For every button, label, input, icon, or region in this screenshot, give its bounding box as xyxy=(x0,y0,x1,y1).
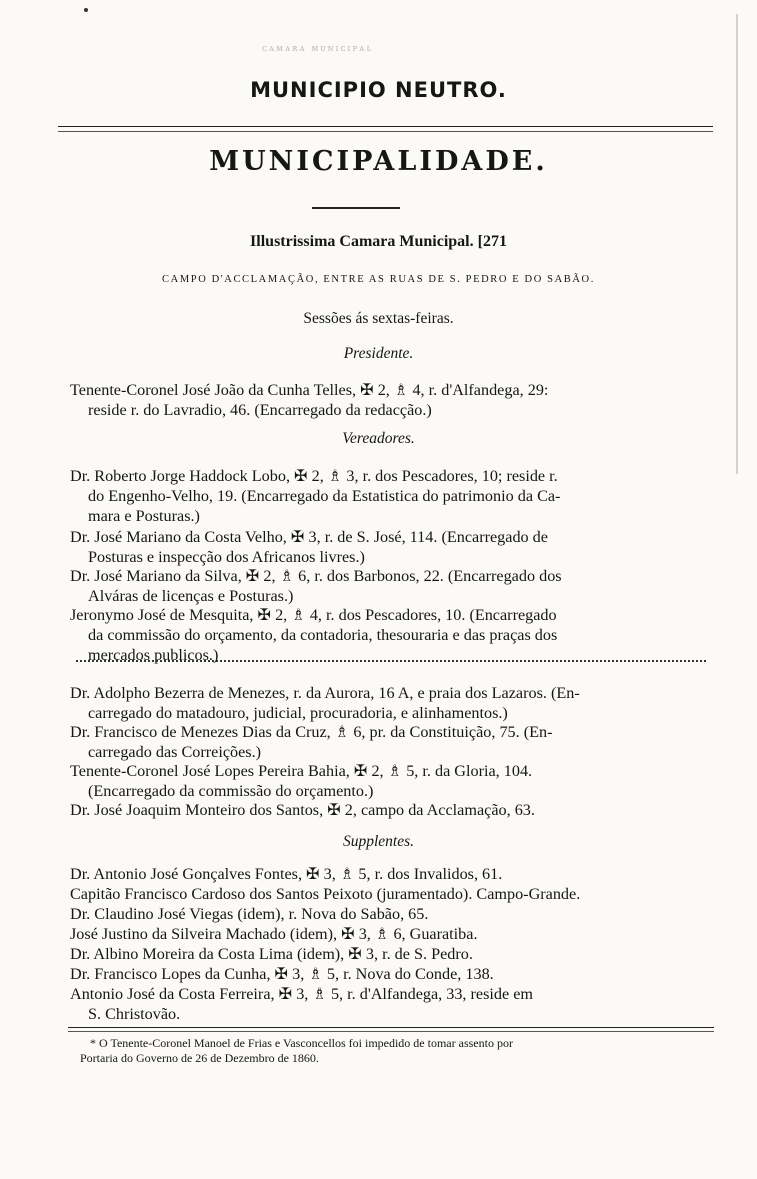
entry-line: Dr. Adolpho Bezerra de Menezes, r. da Aurora, 16 A, e praia dos Lazaros. (En- xyxy=(70,684,580,702)
title-divider xyxy=(58,126,713,132)
entry-line: Dr. Roberto Jorge Haddock Lobo, ✠ 2, ♗ 3, r. dos Pescadores, 10; reside r. xyxy=(70,467,558,485)
supplentes-heading: Supplentes. xyxy=(342,833,415,850)
supplente-entry xyxy=(70,964,710,984)
institution-heading: Illustrissima Camara Municipal. [271 xyxy=(250,233,507,250)
entry-line: Dr. Claudino José Viegas (idem), r. Nova do Sabão, 65. xyxy=(70,905,429,923)
vereador-entry xyxy=(70,761,710,801)
entry-line: Posturas e inspecção dos Africanos livres.) xyxy=(88,548,365,566)
entry-line: do Engenho-Velho, 19. (Encarregado da Estatistica do patrimonio da Ca- xyxy=(88,487,561,505)
entry-line: Jeronymo José de Mesquita, ✠ 2, ♗ 4, r. dos Pescadores, 10. (Encarregado xyxy=(70,606,557,624)
entry-line: carregado das Correições.) xyxy=(88,743,262,761)
section-divider xyxy=(312,207,400,209)
entry-line: mara e Posturas.) xyxy=(88,507,200,525)
entry-line: José Justino da Silveira Machado (idem), ✠ 3, ♗ 6, Guaratiba. xyxy=(70,925,478,943)
entry-line: Dr. Antonio José Gonçalves Fontes, ✠ 3, ♗ 5, r. dos Invalidos, 61. xyxy=(70,865,503,883)
vereador-entry xyxy=(70,466,710,526)
supplente-entry xyxy=(70,984,710,1024)
dotted-separator xyxy=(76,660,706,662)
entry-line: Dr. José Mariano da Silva, ✠ 2, ♗ 6, r. dos Barbonos, 22. (Encarregado dos xyxy=(70,567,562,585)
entry-line: Dr. Francisco de Menezes Dias da Cruz, ♗ 6, pr. da Constituição, 75. (En- xyxy=(70,723,553,741)
entry-line: Antonio José da Costa Ferreira, ✠ 3, ♗ 5, r. d'Alfandega, 33, reside em xyxy=(70,985,534,1003)
vereadores-heading: Vereadores. xyxy=(342,430,415,447)
vereador-entry xyxy=(70,566,710,606)
vereador-entry xyxy=(70,605,710,665)
entry-line: (Encarregado da commissão do orçamento.) xyxy=(88,782,374,800)
institution-address: CAMPO D'ACCLAMAÇÃO, ENTRE AS RUAS DE S. PEDRO E DO SABÃO. xyxy=(162,274,595,285)
vereador-entry xyxy=(70,683,710,723)
entry-line: Dr. Francisco Lopes da Cunha, ✠ 3, ♗ 5, r. Nova do Conde, 138. xyxy=(70,965,494,983)
presidente-entry xyxy=(70,380,710,420)
footnote-line: * O Tenente-Coronel Manoel de Frias e Vasconcellos foi impedido de tomar assento por xyxy=(90,1036,513,1050)
vereador-entry xyxy=(70,527,710,567)
ink-spot xyxy=(84,8,88,12)
faint-bleed-text: ᴄᴀᴍᴀʀᴀ ᴍᴜɴɪᴄɪᴘᴀʟ xyxy=(262,44,374,54)
entry-line: mercados publicos.) xyxy=(88,646,219,664)
entry-line: Dr. José Joaquim Monteiro dos Santos, ✠ 2, campo da Acclamação, 63. xyxy=(70,801,535,819)
entry-line: S. Christovão. xyxy=(88,1005,181,1023)
vereador-entry xyxy=(70,722,710,762)
entry-line: da commissão do orçamento, da contadoria, thesouraria e das praças dos xyxy=(88,626,558,644)
page-title: MUNICIPIO NEUTRO. xyxy=(250,78,507,102)
section-title: MUNICIPALIDADE. xyxy=(209,146,548,177)
footnote-divider xyxy=(68,1027,714,1032)
entry-line: Capitão Francisco Cardoso dos Santos Peixoto (juramentado). Campo-Grande. xyxy=(70,885,581,903)
vereador-entry xyxy=(70,800,710,820)
supplente-entry xyxy=(70,944,710,964)
supplente-entry xyxy=(70,884,710,904)
footnote-line: Portaria do Governo de 26 de Dezembro de 1860. xyxy=(80,1051,319,1065)
entry-line: carregado do matadouro, judicial, procuradoria, e alinhamentos.) xyxy=(88,704,508,722)
entry-line: Dr. Albino Moreira da Costa Lima (idem), ✠ 3, r. de S. Pedro. xyxy=(70,945,473,963)
entry-line: Tenente-Coronel José Lopes Pereira Bahia, ✠ 2, ♗ 5, r. da Gloria, 104. xyxy=(70,762,533,780)
entry-line: Dr. José Mariano da Costa Velho, ✠ 3, r. de S. José, 114. (Encarregado de xyxy=(70,528,548,546)
entry-line: Tenente-Coronel José João da Cunha Telles, ✠ 2, ♗ 4, r. d'Alfandega, 29: xyxy=(70,381,549,399)
supplente-entry xyxy=(70,924,710,944)
entry-line: reside r. do Lavradio, 46. (Encarregado da redacção.) xyxy=(88,401,432,419)
sessions-note: Sessões ás sextas-feiras. xyxy=(303,310,454,327)
supplente-entry xyxy=(70,904,710,924)
footnote xyxy=(80,1036,716,1066)
entry-line: Alváras de licenças e Posturas.) xyxy=(88,587,294,605)
supplente-entry xyxy=(70,864,710,884)
presidente-heading: Presidente. xyxy=(343,345,414,362)
